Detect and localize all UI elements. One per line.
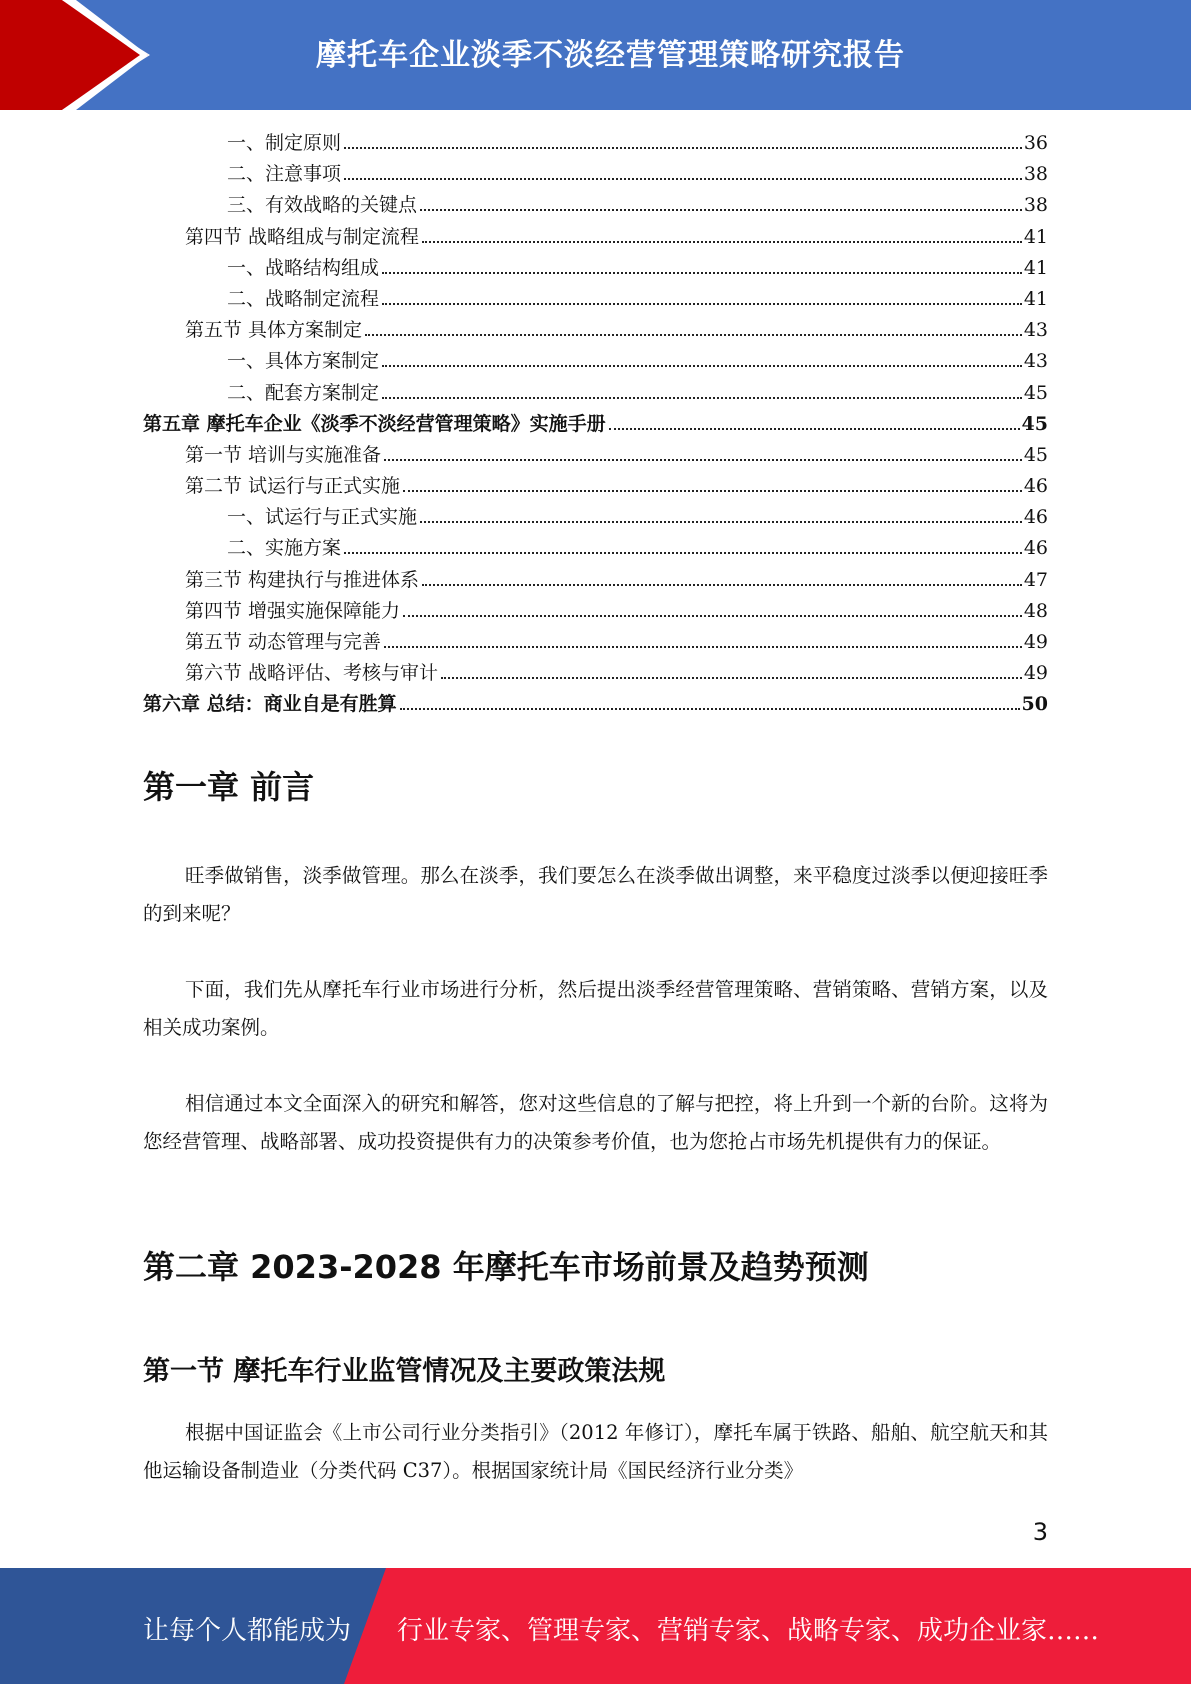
- footer-slogan-right: 行业专家、管理专家、营销专家、战略专家、成功企业家……: [397, 1616, 1100, 1646]
- toc-entry-label: 二、实施方案: [227, 537, 342, 560]
- toc-entry-page: 50: [1021, 693, 1048, 716]
- toc-entry-page: 46: [1023, 475, 1048, 498]
- toc-leader-dots: [422, 241, 1022, 243]
- toc-leader-dots: [365, 334, 1022, 336]
- toc-entry[interactable]: [143, 253, 1048, 284]
- toc-leader-dots: [384, 646, 1022, 648]
- toc-entry-label: 第一节 培训与实施准备: [185, 443, 382, 466]
- toc-entry-label: 三、有效战略的关键点: [227, 194, 418, 217]
- toc-entry-label: 第六节 战略评估、考核与审计: [185, 662, 439, 685]
- page-footer: [0, 1568, 1191, 1684]
- toc-entry-label: 一、试运行与正式实施: [227, 506, 418, 529]
- toc-entry[interactable]: [143, 533, 1048, 564]
- toc-leader-dots: [441, 677, 1022, 679]
- toc-entry[interactable]: [143, 128, 1048, 159]
- toc-entry-label: 一、具体方案制定: [227, 350, 380, 373]
- toc-entry-page: 38: [1023, 194, 1048, 217]
- section-1-heading: 第一节 摩托车行业监管情况及主要政策法规: [143, 1356, 666, 1387]
- toc-entry-label: 二、注意事项: [227, 163, 342, 186]
- toc-entry-page: 49: [1023, 631, 1048, 653]
- toc-entry-label: 二、战略制定流程: [227, 287, 380, 310]
- toc-entry[interactable]: [143, 658, 1048, 689]
- chapter-1-paragraph-2: 下面，我们先从摩托车行业市场进行分析，然后提出淡季经营管理策略、营销策略、营销方案，以及相关成功案例。: [143, 978, 1048, 1039]
- toc-entry-page: 48: [1023, 599, 1048, 622]
- toc-entry-page: 38: [1023, 163, 1048, 186]
- toc-entry[interactable]: [143, 315, 1048, 346]
- toc-entry-label: 一、制定原则: [227, 132, 342, 154]
- toc-entry[interactable]: [143, 440, 1048, 471]
- footer-slogan-left: 让每个人都能成为: [143, 1616, 352, 1646]
- toc-entry-label: 第五节 具体方案制定: [185, 319, 363, 342]
- chapter-1-paragraph-3: 相信通过本文全面深入的研究和解答，您对这些信息的了解与把控，将上升到一个新的台阶。这将为您经营管理、战略部署、成功投资提供有力的决策参考价值，也为您抢占市场先机提供有力的保证。: [143, 1092, 1048, 1153]
- toc-entry[interactable]: [143, 565, 1048, 596]
- chapter-2-heading: 第二章 2023-2028 年摩托车市场前景及趋势预测: [143, 1248, 869, 1286]
- toc-entry-page: 43: [1023, 350, 1048, 373]
- toc-leader-dots: [382, 272, 1022, 274]
- toc-entry-label: 二、配套方案制定: [227, 381, 380, 404]
- toc-entry[interactable]: [143, 190, 1048, 221]
- toc-leader-dots: [400, 708, 1020, 710]
- toc-leader-dots: [420, 521, 1022, 523]
- toc-leader-dots: [403, 615, 1022, 617]
- toc-entry[interactable]: [143, 627, 1048, 658]
- toc-leader-dots: [422, 584, 1022, 586]
- toc-entry-page: 49: [1023, 662, 1048, 685]
- toc-entry-label: 第五节 动态管理与完善: [185, 631, 382, 653]
- toc-entry[interactable]: [143, 409, 1048, 440]
- toc-entry[interactable]: [143, 689, 1048, 720]
- toc-entry-label: 第三节 构建执行与推进体系: [185, 568, 420, 591]
- toc-entry-label: 第二节 试运行与正式实施: [185, 475, 401, 498]
- toc-entry-page: 45: [1023, 381, 1048, 404]
- toc-entry-label: 第六章 总结：商业自是有胜算: [143, 693, 397, 716]
- toc-entry-page: 45: [1023, 443, 1048, 466]
- toc-entry-page: 46: [1023, 506, 1048, 529]
- toc-leader-dots: [609, 428, 1020, 430]
- chapter-1-heading: 第一章 前言: [143, 768, 315, 806]
- toc-entry-label: 第四节 战略组成与制定流程: [185, 225, 420, 248]
- toc-entry[interactable]: [143, 502, 1048, 533]
- toc-entry[interactable]: [143, 284, 1048, 315]
- toc-leader-dots: [344, 178, 1022, 180]
- toc-entry-page: 41: [1023, 225, 1048, 248]
- toc-entry-page: 46: [1023, 537, 1048, 560]
- toc-leader-dots: [382, 303, 1022, 305]
- toc-entry-page: 36: [1023, 132, 1048, 154]
- toc-entry-page: 43: [1023, 319, 1048, 342]
- toc-entry[interactable]: [143, 159, 1048, 190]
- toc-entry[interactable]: [143, 471, 1048, 502]
- section-1-paragraph: 根据中国证监会《上市公司行业分类指引》（2012 年修订），摩托车属于铁路、船舶、航空航天和其他运输设备制造业（分类代码 C37）。根据国家统计局《国民经济行业分类》: [143, 1421, 1048, 1482]
- toc-entry-page: 41: [1023, 287, 1048, 310]
- toc-entry-label: 第四节 增强实施保障能力: [185, 599, 401, 622]
- toc-entry-page: 45: [1021, 412, 1048, 435]
- toc-leader-dots: [382, 365, 1022, 367]
- toc-entry-label: 一、战略结构组成: [227, 256, 380, 279]
- toc-entry[interactable]: [143, 346, 1048, 377]
- toc-leader-dots: [344, 552, 1022, 554]
- toc-entry-page: 47: [1023, 568, 1048, 591]
- toc-entry[interactable]: [143, 378, 1048, 409]
- chapter-1-paragraph-1: 旺季做销售，淡季做管理。那么在淡季，我们要怎么在淡季做出调整，来平稳度过淡季以便迎接旺季的到来呢？: [143, 864, 1048, 925]
- toc-entry[interactable]: [143, 222, 1048, 253]
- toc-entry-label: 第五章 摩托车企业《淡季不淡经营管理策略》实施手册: [143, 412, 606, 435]
- table-of-contents: [143, 128, 1048, 721]
- toc-entry[interactable]: [143, 596, 1048, 627]
- page-header: [0, 0, 1191, 110]
- toc-leader-dots: [344, 147, 1022, 149]
- toc-leader-dots: [403, 490, 1022, 492]
- toc-leader-dots: [382, 397, 1022, 399]
- header-title: 摩托车企业淡季不淡经营管理策略研究报告: [316, 38, 905, 73]
- toc-entry-page: 41: [1023, 256, 1048, 279]
- page-number: 3: [1032, 1518, 1048, 1546]
- toc-leader-dots: [420, 209, 1022, 211]
- toc-leader-dots: [384, 459, 1022, 461]
